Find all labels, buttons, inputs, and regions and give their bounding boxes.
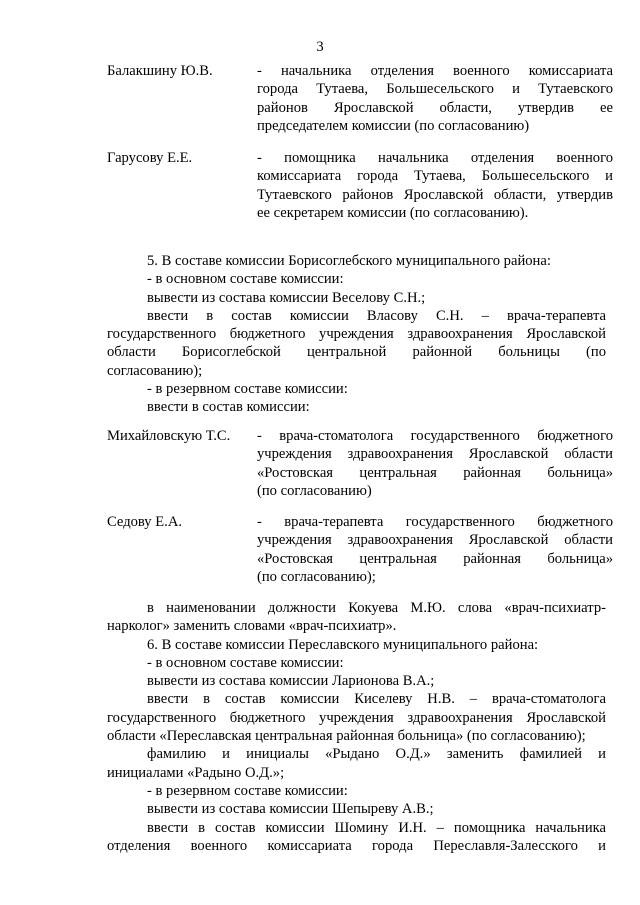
section-5-paragraph bbox=[107, 252, 606, 417]
reserve-composition-label: - в резервном составе комиссии: bbox=[147, 782, 348, 799]
reserve-add-line: отделения военного комиссариата города Переславля-Залесского и bbox=[107, 837, 606, 854]
member-entry-mikhailovskaya bbox=[107, 427, 613, 500]
main-composition-label: - в основном составе комиссии: bbox=[147, 271, 344, 288]
member-description: - врача-стоматолога государственного бюджетного учреждения здравоохранения Ярославской области «Ростовская центральная районная больница» (по согласованию) bbox=[257, 428, 613, 499]
section-heading: 6. В составе комиссии Переславского муниципального района: bbox=[147, 636, 539, 653]
main-composition-label: - в основном составе комиссии: bbox=[147, 654, 344, 671]
member-entry-garusova bbox=[107, 149, 613, 222]
remove-member-line: вывести из состава комиссии Ларионова В.А.; bbox=[147, 673, 435, 690]
reserve-remove-line: вывести из состава комиссии Шепыреву А.В.; bbox=[147, 801, 434, 818]
rename-position-line: в наименовании должности Кокуева М.Ю. слова «врач-психиатр- bbox=[147, 600, 606, 616]
page-number: 3 bbox=[316, 39, 324, 55]
add-member-line: ввести в состав комиссии Власову С.Н. – врача-терапевта bbox=[147, 307, 606, 324]
rename-member-line: инициалами «Радыно О.Д.»; bbox=[107, 764, 285, 781]
add-member-line: государственного бюджетного учреждения здравоохранения Ярославской bbox=[107, 709, 606, 726]
member-name: Гарусову Е.Е. bbox=[107, 150, 193, 166]
add-member-line: государственного бюджетного учреждения здравоохранения Ярославской bbox=[107, 326, 606, 343]
member-description: - врача-терапевта государственного бюджетного учреждения здравоохранения Ярославской области «Ростовская центральная районная больница» (по согласованию); bbox=[257, 514, 613, 585]
section-6-paragraph bbox=[107, 599, 606, 855]
add-member-line: ввести в состав комиссии Киселеву Н.В. – врача-стоматолога bbox=[147, 691, 606, 708]
add-member-line: области Борисоглебской центральной районной больницы (по bbox=[107, 344, 606, 361]
member-entry-sedova bbox=[107, 513, 613, 586]
remove-member-line: вывести из состава комиссии Веселову С.Н.; bbox=[147, 289, 426, 306]
add-member-line: согласованию); bbox=[107, 362, 203, 379]
rename-member-line: фамилию и инициалы «Рыдано О.Д.» заменить фамилией и bbox=[147, 746, 606, 763]
member-description: - помощника начальника отделения военного комиссариата города Тутаева, Большесельского и Тутаевского районов Ярославской области, утвердив ее секретарем комиссии (по согласованию). bbox=[257, 150, 613, 221]
reserve-composition-label: - в резервном составе комиссии: bbox=[147, 381, 348, 398]
member-description: - начальника отделения военного комиссариата города Тутаева, Большесельского и Тутаевского районов Ярославской области, утвердив ее председателем комиссии (по согласованию) bbox=[257, 63, 613, 134]
rename-position-line: нарколог» заменить словами «врач-психиатр». bbox=[107, 618, 397, 635]
member-entry-balakshina bbox=[107, 62, 613, 135]
reserve-add-line: ввести в состав комиссии Шомину И.Н. – помощника начальника bbox=[147, 819, 606, 836]
section-heading: 5. В составе комиссии Борисоглебского муниципального района: bbox=[147, 253, 551, 269]
member-name: Седову Е.А. bbox=[107, 514, 183, 530]
member-name: Михайловскую Т.С. bbox=[107, 428, 231, 444]
add-member-line: области «Переславская центральная районная больница» (по согласованию); bbox=[107, 728, 586, 745]
reserve-add-line: ввести в состав комиссии: bbox=[147, 399, 310, 416]
member-name: Балакшину Ю.В. bbox=[107, 63, 213, 79]
